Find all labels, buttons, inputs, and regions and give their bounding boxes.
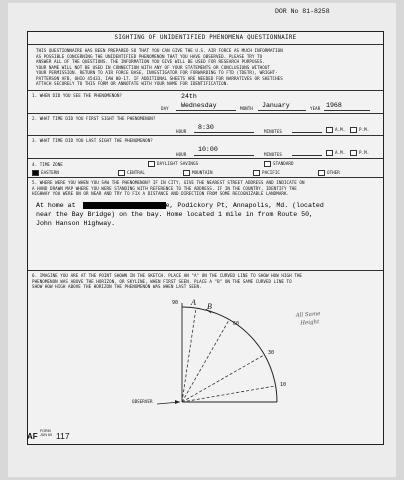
q2-hour-value[interactable]: 8:30 xyxy=(198,124,214,131)
answer-line: near the Bay Bridge) on the bay. Home located 1 mile in from Route 50, xyxy=(36,211,313,218)
q1-year-value[interactable]: 1968 xyxy=(326,102,342,109)
pm-checkbox[interactable] xyxy=(350,127,357,133)
handwritten-note: All Same Height xyxy=(295,311,321,327)
observer-label: OBSERVER xyxy=(132,399,153,404)
intro-line: PATTERSON AFB, OHIO 45433, IAW 80-17. IF ADDITIONAL SHEETS ARE NEEDED FOR NARRATIVES OR SKETCHES xyxy=(36,75,283,81)
other-checkbox[interactable] xyxy=(318,170,325,176)
tz-pacific-option[interactable]: PACIFIC xyxy=(253,170,280,176)
q1-day-label: DAY xyxy=(161,106,169,111)
q4-label: 4. TIME ZONE xyxy=(32,162,63,167)
q3-hour-value[interactable]: 10:00 xyxy=(198,146,218,153)
tz-central-option[interactable]: CENTRAL xyxy=(118,170,145,176)
mountain-checkbox[interactable] xyxy=(183,170,190,176)
standard-checkbox[interactable] xyxy=(264,161,271,167)
tick-label-60: 60 xyxy=(233,321,240,327)
q1-label: 1. WHEN DID YOU SEE THE PHENOMENON? xyxy=(32,93,122,98)
tick-label-90: 90 xyxy=(172,300,179,306)
tz-eastern-option[interactable]: EASTERN xyxy=(32,170,59,176)
q2-minutes-label: MINUTES xyxy=(264,129,282,134)
intro-line: THIS QUESTIONNAIRE HAS BEEN PREPARED SO THAT YOU CAN GIVE THE U.S. AIR FORCE AS MUCH INFORMATION xyxy=(36,48,283,53)
intro-text xyxy=(36,48,376,87)
tz-daylight-option[interactable]: DAYLIGHT SAVINGS xyxy=(148,161,198,167)
document-number: DOR No 81-8258 xyxy=(275,8,330,15)
answer-line: At home at xyxy=(36,202,76,209)
form-code: AF xyxy=(27,432,38,441)
am-checkbox[interactable] xyxy=(326,150,333,156)
q2-pm-option[interactable]: P.M. xyxy=(350,127,369,133)
q1-weekday-value[interactable]: Wednesday xyxy=(181,102,217,109)
pacific-checkbox[interactable] xyxy=(253,170,260,176)
q5-label: 5. WHERE WERE YOU WHEN YOU SAW THE PHENOMENON? IF IN CITY, GIVE THE NEAREST STREET ADDRESS AND INDICATE ON A HAND DRAWN MAP WHERE YOU WERE STANDING WITH REFERENCE TO THE ADDRESS. IF IN THE COUNTRY, IDENTIFY THE HIGHWAY YOU WERE ON OR NEAR AND TRY TO FIX A DISTANCE AND DIRECTION FROM SOME RECOGNIZABLE LANDMARK. xyxy=(32,180,305,196)
q3-hour-label: HOUR xyxy=(176,152,187,157)
redaction-bar xyxy=(83,202,166,209)
intro-line: AS POSSIBLE CONCERNING THE UNIDENTIFIED PHENOMENON THAT YOU HAVE OBSERVED. PLEASE TRY TO xyxy=(36,53,263,59)
q6-label: 6. IMAGINE YOU ARE AT THE POINT SHOWN IN THE SKETCH. PLACE AN "A" ON THE CURVED LINE TO SHOW HOW HIGH THE PHENOMENON WAS ABOVE THE HORIZON, OR SKYLINE, WHEN FIRST SEEN. PLACE A "B" ON THE SAME CURVED LINE TO SHOW HOW HIGH ABOVE THE HORIZON THE PHENOMENON WAS WHEN LAST SEEN. xyxy=(32,273,302,289)
q2-label: 2. WHAT TIME DID YOU FIRST SIGHT THE PHENOMENON? xyxy=(32,116,156,121)
q5-answer[interactable] xyxy=(36,201,381,228)
elevation-sketch xyxy=(143,297,283,417)
answer-line: John Hanson Highway. xyxy=(36,220,116,227)
mark-a: A xyxy=(191,298,196,307)
tz-other-option[interactable]: OTHER xyxy=(318,170,340,176)
q2-am-option[interactable]: A.M. xyxy=(326,127,345,133)
q3-am-option[interactable]: A.M. xyxy=(326,150,345,156)
pm-checkbox[interactable] xyxy=(350,150,357,156)
intro-line: ANSWER ALL OF THE QUESTIONS. THE INFORMATION YOU GIVE WILL BE USED FOR RESEARCH PURPOSES. xyxy=(36,59,265,64)
q1-day-value[interactable]: 24th xyxy=(181,93,197,100)
intro-line: YOUR PERMISSION. RETURN TO AIR FORCE BASE, INVESTIGATOR FOR FORWARDING TO FTD (TDETR), WRIGHT- xyxy=(36,70,278,75)
document-page xyxy=(8,3,396,477)
q1-month-value[interactable]: January xyxy=(262,102,290,109)
form-title: SIGHTING OF UNIDENTIFIED PHENOMENA QUESTIONNAIRE xyxy=(114,35,297,41)
q3-label: 3. WHAT TIME DID YOU LAST SIGHT THE PHENOMENON? xyxy=(32,138,153,143)
form-label: FORM JUN 69 xyxy=(40,429,52,438)
q3-minutes-label: MINUTES xyxy=(264,152,282,157)
am-checkbox[interactable] xyxy=(326,127,333,133)
q3-pm-option[interactable]: P.M. xyxy=(350,150,369,156)
tz-mountain-option[interactable]: MOUNTAIN xyxy=(183,170,213,176)
q2-hour-label: HOUR xyxy=(176,129,187,134)
q1-year-label: YEAR xyxy=(310,106,321,111)
intro-line: YOUR NAME WILL NOT BE USED IN CONNECTION WITH ANY OF YOUR STATEMENTS OR CONCLUSIONS WITHOUT xyxy=(36,64,270,70)
eastern-checkbox[interactable] xyxy=(32,170,39,176)
questionnaire-form xyxy=(27,31,384,445)
intro-line: ATTACH SECURELY TO THIS FORM OR ANNOTATE WITH YOUR NAME FOR IDENTIFICATION. xyxy=(36,81,229,86)
mark-b: B xyxy=(207,302,212,311)
q1-month-label: MONTH xyxy=(240,106,253,111)
tick-label-30: 30 xyxy=(268,350,275,356)
tz-standard-option[interactable]: STANDARD xyxy=(264,161,294,167)
tick-label-10: 10 xyxy=(280,382,287,388)
answer-line: e, Podickory Pt, Annapolis, Md. (located xyxy=(165,202,324,209)
daylight-checkbox[interactable] xyxy=(148,161,155,167)
form-number: 117 xyxy=(56,431,70,441)
central-checkbox[interactable] xyxy=(118,170,125,176)
